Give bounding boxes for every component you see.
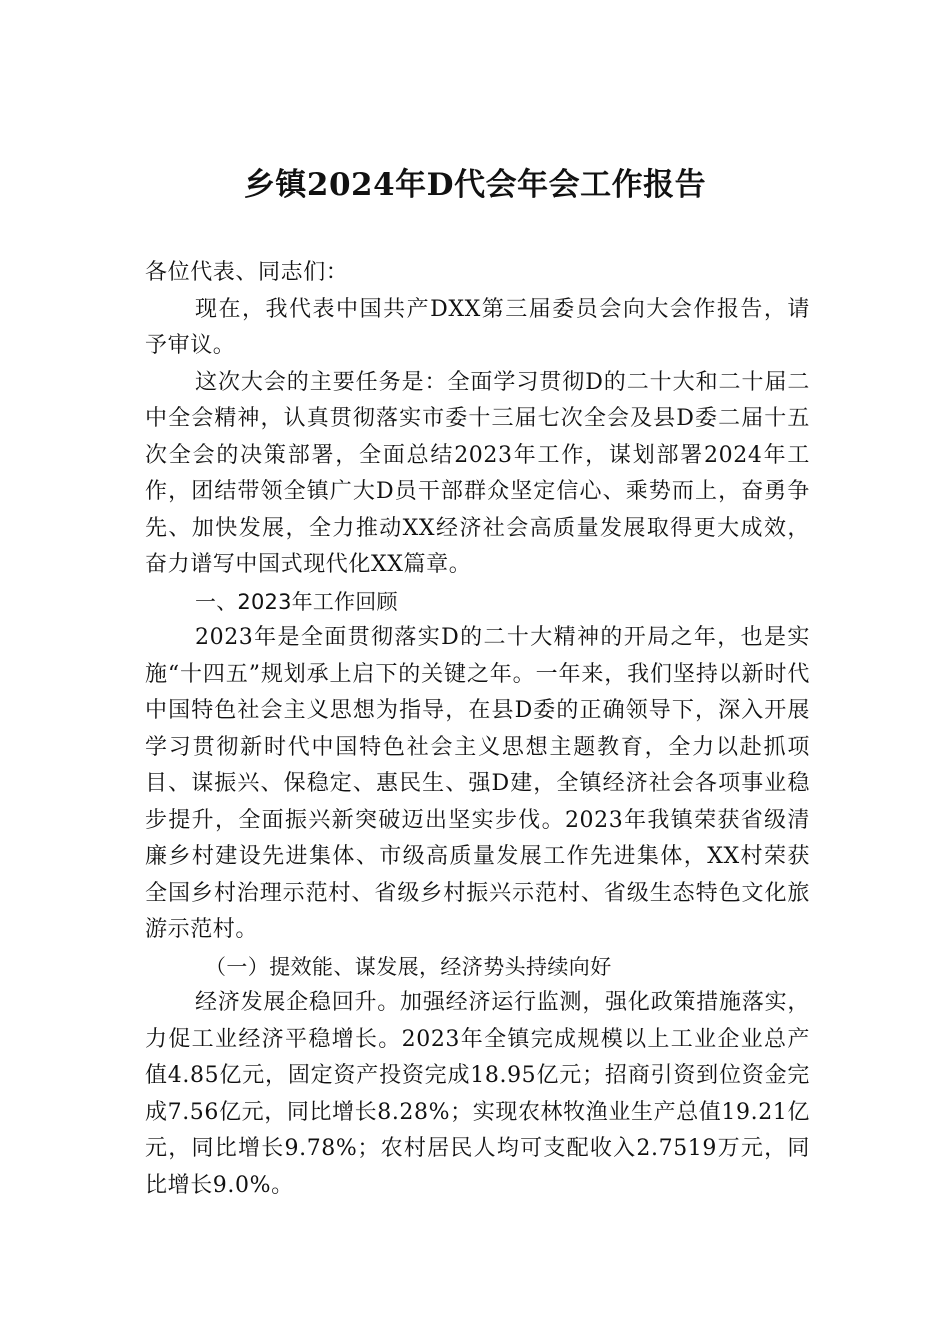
document-title: 乡镇2024年D代会年会工作报告 [243,167,707,203]
paragraph-intro: 现在，我代表中国共产DXX第三届委员会向大会作报告，请予审议。 [145,296,810,358]
salutation: 各位代表、同志们： [145,260,349,285]
document-body [145,255,810,1204]
paragraph-economy: 经济发展企稳回升。加强经济运行监测，强化政策措施落实，力促工业经济平稳增长。2023年全镇完成规模以上工业企业总产值4.85亿元，固定资产投资完成18.95亿元；招商引资到位资金完成7.56亿元，同比增长8.28%；实现农林牧渔业生产总值19.21亿元，同比增长9.78%；农村居民人均可支配收入2.7519万元，同比增长9.0%。 [145,990,810,1198]
paragraph-review: 2023年是全面贯彻落实D的二十大精神的开局之年，也是实施“十四五”规划承上启下的关键之年。一年来，我们坚持以新时代中国特色社会主义思想为指导，在县D委的正确领导下，深入开展学习贯彻新时代中国特色社会主义思想主题教育，全力以赴抓项目、谋振兴、保稳定、惠民生、强D建，全镇经济社会各项事业稳步提升，全面振兴新突破迈出坚实步伐。2023年我镇荣获省级清廉乡村建设先进集体、市级高质量发展工作先进集体，XX村荣获全国乡村治理示范村、省级乡村振兴示范村、省级生态特色文化旅游示范村。 [145,625,810,942]
section-heading-review: 一、2023年工作回顾 [195,589,398,614]
subsection-heading-economy: （一）提效能、谋发展，经济势头持续向好 [205,954,612,979]
paragraph-main-tasks: 这次大会的主要任务是：全面学习贯彻D的二十大和二十届二中全会精神，认真贯彻落实市委十三届七次全会及县D委二届十五次全会的决策部署，全面总结2023年工作，谋划部署2024年工作，团结带领全镇广大D员干部群众坚定信心、乘势而上，奋勇争先、加快发展，全力推动XX经济社会高质量发展取得更大成效，奋力谱写中国式现代化XX篇章。 [145,369,810,577]
